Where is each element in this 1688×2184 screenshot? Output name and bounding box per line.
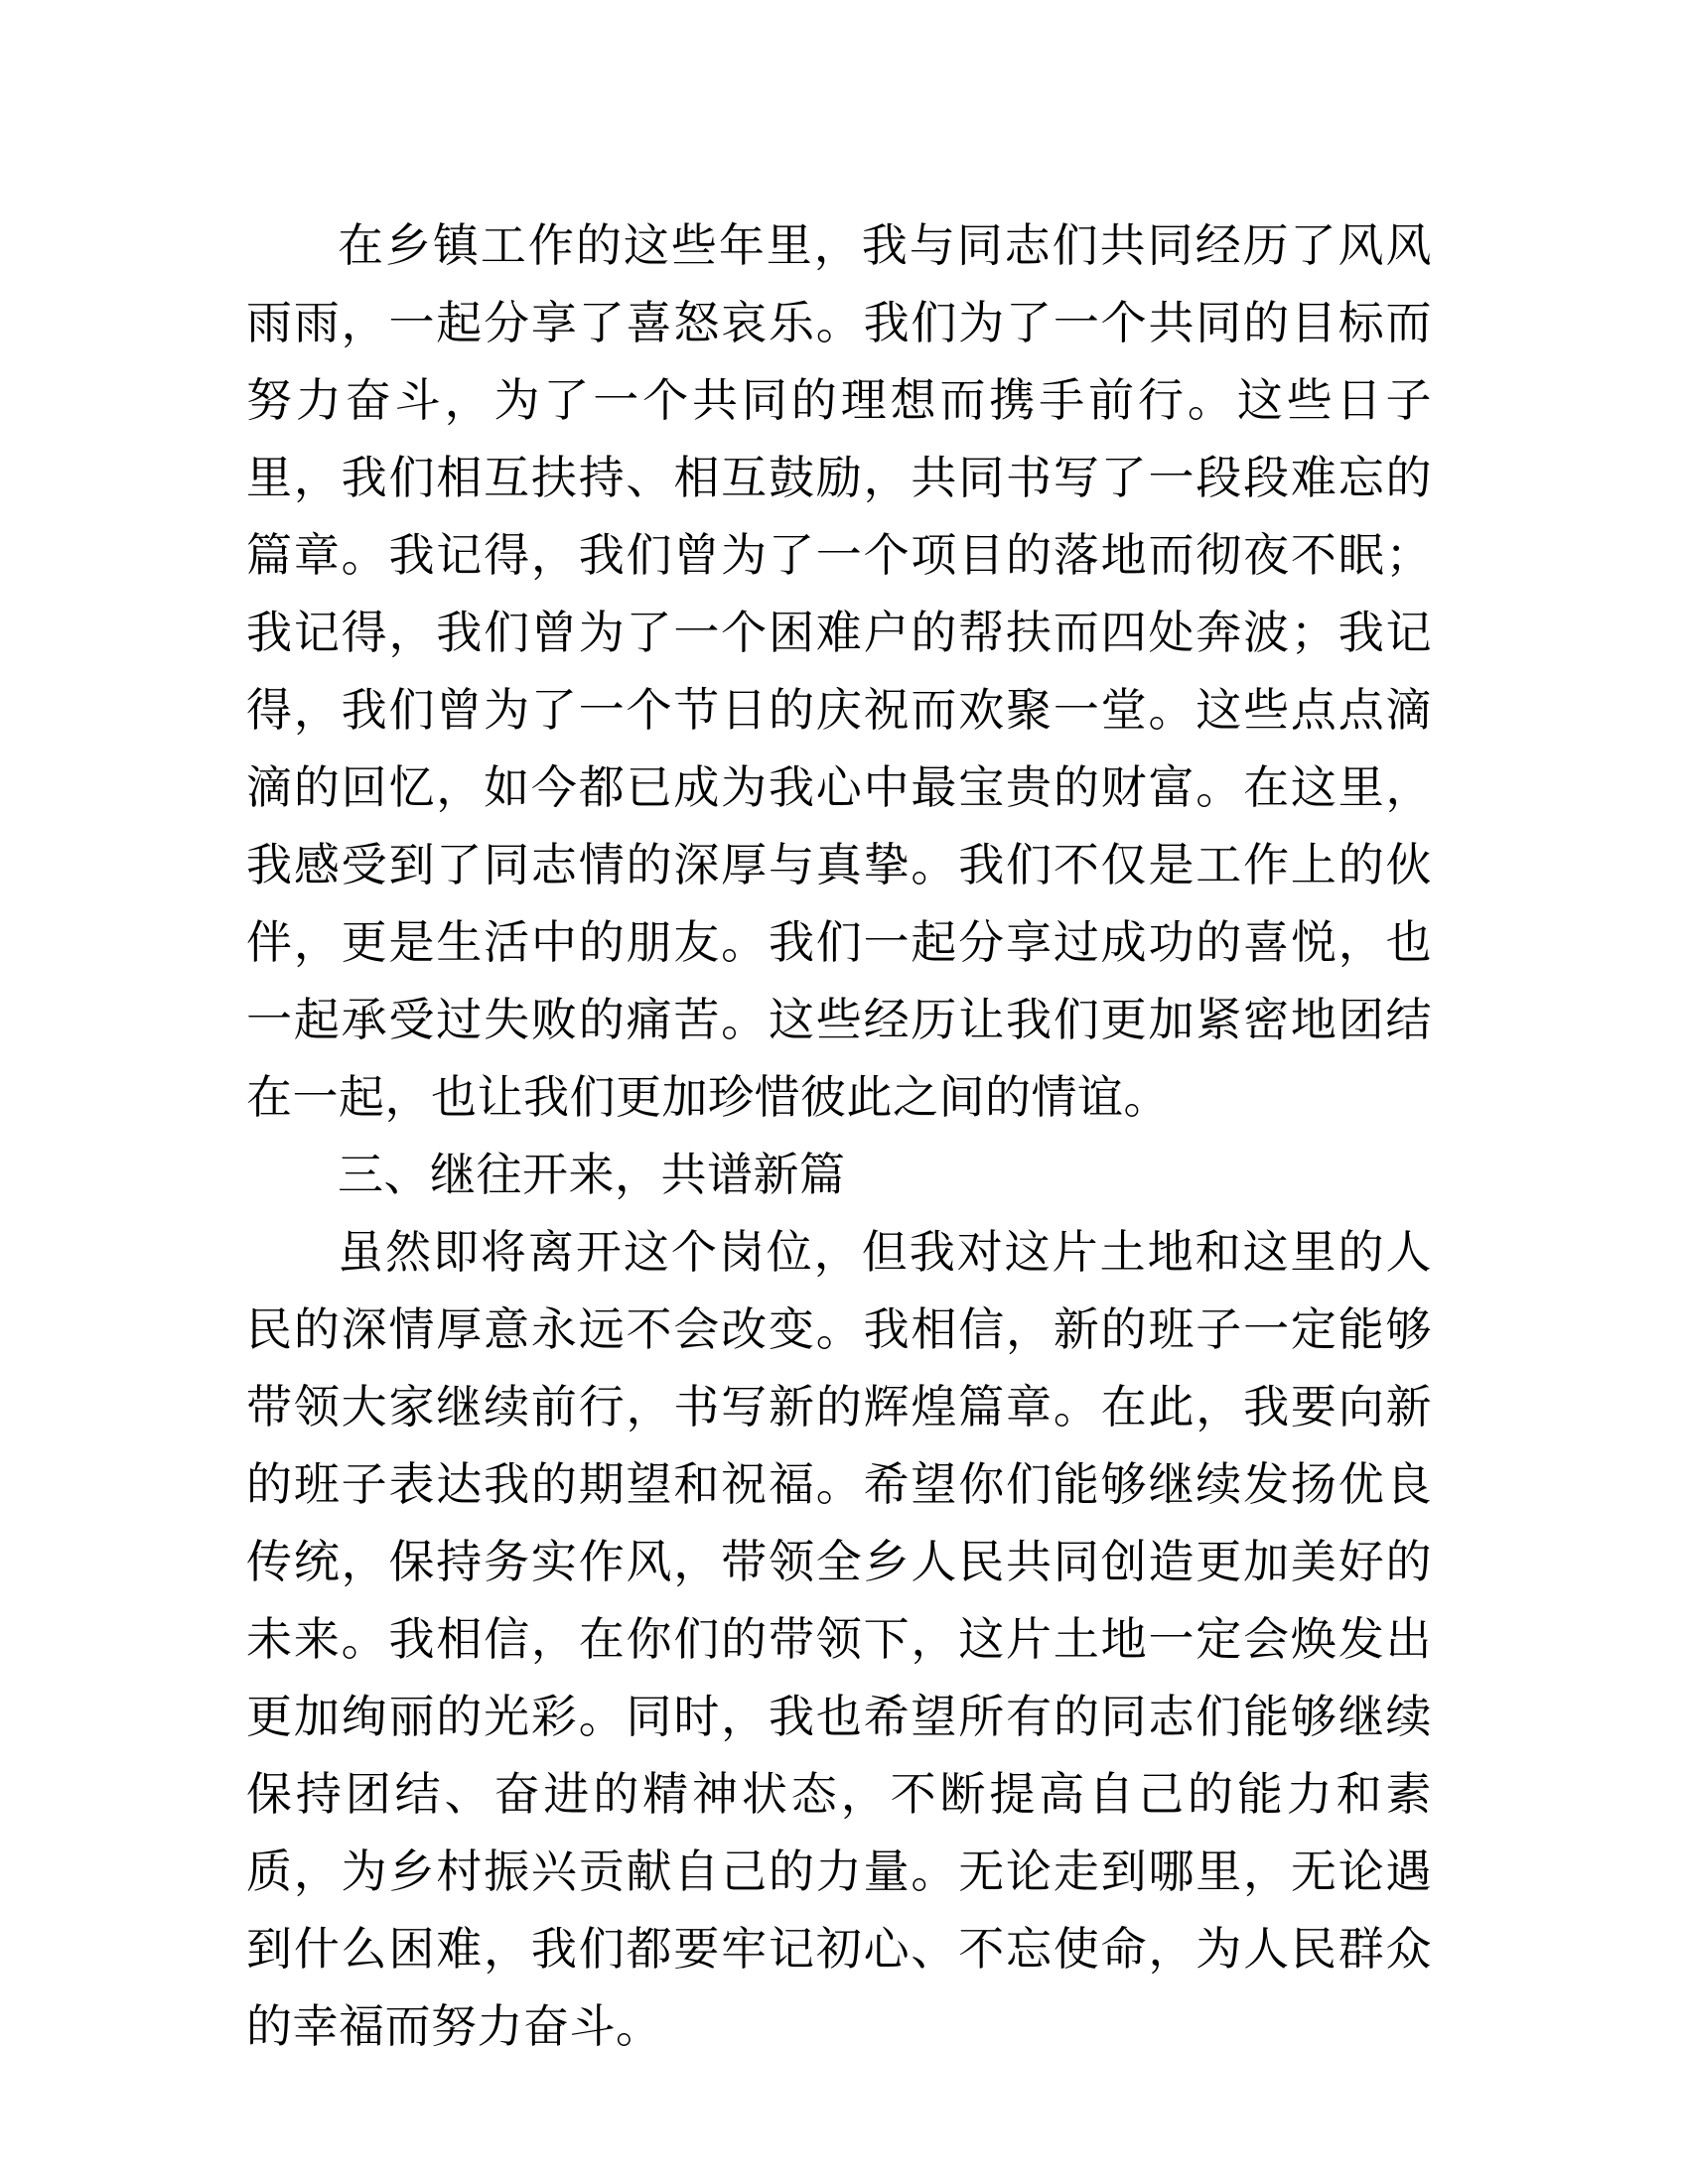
paragraph-colleagues-memories: 在乡镇工作的这些年里，我与同志们共同经历了风风雨雨，一起分享了喜怒哀乐。我们为了一个共同的目标而努力奋斗，为了一个共同的理想而携手前行。这些日子里，我们相互扶持、相互鼓励，共同书写了一段段难忘的篇章。我记得，我们曾为了一个项目的落地而彻夜不眠；我记得，我们曾为了一个困难户的帮扶而四处奔波；我记得，我们曾为了一个节日的庆祝而欢聚一堂。这些点点滴滴的回忆，如今都已成为我心中最宝贵的财富。在这里，我感受到了同志情的深厚与真挚。我们不仅是工作上的伙伴，更是生活中的朋友。我们一起分享过成功的喜悦，也一起承受过失败的痛苦。这些经历让我们更加紧密地团结在一起，也让我们更加珍惜彼此之间的情谊。 [246,218,1432,1124]
paragraph-wishes-future: 虽然即将离开这个岗位，但我对这片土地和这里的人民的深情厚意永远不会改变。我相信，新的班子一定能够带领大家继续前行，书写新的辉煌篇章。在此，我要向新的班子表达我的期望和祝福。希望你们能够继续发扬优良传统，保持务实作风，带领全乡人民共同创造更加美好的未来。我相信，在你们的带领下，这片土地一定会焕发出更加绚丽的光彩。同时，我也希望所有的同志们能够继续保持团结、奋进的精神状态，不断提高自己的能力和素质，为乡村振兴贡献自己的力量。无论走到哪里，无论遇到什么困难，我们都要牢记初心、不忘使命，为人民群众的幸福而努力奋斗。 [246,1225,1432,2053]
document-body [246,206,1432,2065]
section-heading-three: 三、继往开来，共谱新篇 [338,1148,846,1201]
